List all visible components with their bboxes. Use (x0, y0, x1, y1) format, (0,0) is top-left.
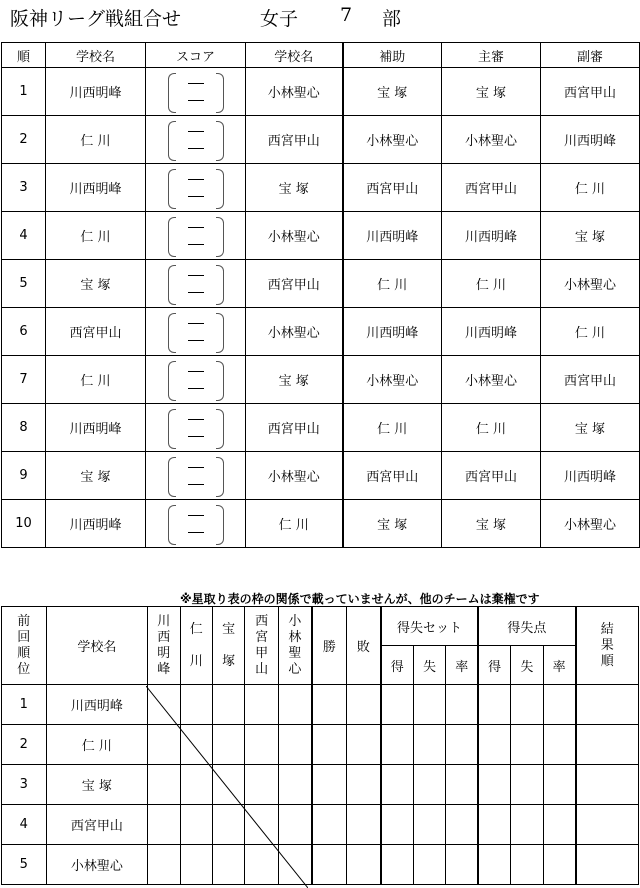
standings-result-cell[interactable] (278, 805, 311, 845)
standings-school: 西宮甲山 (46, 805, 147, 845)
standings-rank: 1 (2, 685, 47, 725)
match-auxiliary: 小林聖心 (343, 116, 442, 164)
standings-result-cell[interactable] (180, 765, 212, 805)
match-auxiliary: 小林聖心 (343, 356, 442, 404)
match-team-a: 仁 川 (46, 116, 146, 164)
standings-for[interactable] (381, 725, 413, 765)
match-team-a: 宝 塚 (46, 452, 146, 500)
match-row (2, 116, 640, 164)
header-points-ratio: 率 (543, 646, 575, 685)
header-set-group: 得失セット (381, 607, 478, 646)
standings-against[interactable] (413, 685, 445, 725)
standings-ratio[interactable] (446, 805, 478, 845)
match-team-b: 宝 塚 (246, 356, 343, 404)
match-chief-referee: 西宮甲山 (442, 452, 541, 500)
header-auxiliary: 補助 (343, 43, 442, 68)
standings-table (1, 606, 639, 885)
match-sub-referee: 仁 川 (541, 164, 640, 212)
match-score-cell[interactable] (146, 116, 246, 164)
match-number: 1 (2, 68, 46, 116)
standings-for[interactable] (381, 805, 413, 845)
standings-for[interactable] (478, 725, 510, 765)
match-row (2, 308, 640, 356)
standings-losses[interactable] (346, 805, 380, 845)
standings-rank: 3 (2, 765, 47, 805)
header-school-a: 学校名 (46, 43, 146, 68)
header-sets-against: 失 (413, 646, 445, 685)
match-sub-referee: 西宮甲山 (541, 68, 640, 116)
standings-result-cell[interactable] (212, 725, 244, 765)
match-sub-referee: 川西明峰 (541, 452, 640, 500)
match-team-b: 西宮甲山 (246, 116, 343, 164)
match-team-a: 川西明峰 (46, 500, 146, 548)
match-row (2, 356, 640, 404)
standings-against[interactable] (511, 685, 543, 725)
standings-for[interactable] (381, 685, 413, 725)
standings-row (2, 845, 639, 885)
match-auxiliary: 川西明峰 (343, 212, 442, 260)
match-team-a: 川西明峰 (46, 68, 146, 116)
match-number: 4 (2, 212, 46, 260)
header-school-b: 学校名 (246, 43, 343, 68)
match-auxiliary: 宝 塚 (343, 68, 442, 116)
match-team-a: 西宮甲山 (46, 308, 146, 356)
standings-row (2, 725, 639, 765)
standings-result-cell[interactable] (212, 845, 244, 885)
score-bracket (168, 120, 224, 160)
match-team-b: 宝 塚 (246, 164, 343, 212)
standings-result-cell[interactable] (148, 805, 180, 845)
score-bracket (168, 360, 224, 400)
match-chief-referee: 小林聖心 (442, 356, 541, 404)
match-row (2, 212, 640, 260)
standings-against[interactable] (511, 805, 543, 845)
match-score-cell[interactable] (146, 452, 246, 500)
standings-final-rank[interactable] (576, 685, 639, 725)
match-number: 6 (2, 308, 46, 356)
standings-result-cell[interactable] (148, 845, 180, 885)
standings-result-cell[interactable] (148, 685, 180, 725)
match-chief-referee: 宝 塚 (442, 500, 541, 548)
standings-result-cell[interactable] (212, 685, 244, 725)
header-opponent-kawanishi: 川 西 明 峰 (148, 607, 180, 685)
standings-school: 仁 川 (46, 725, 147, 765)
match-sub-referee: 小林聖心 (541, 260, 640, 308)
header-opponent-obayashi: 小 林 聖 心 (278, 607, 311, 685)
match-score-cell[interactable] (146, 500, 246, 548)
standings-result-cell[interactable] (245, 685, 278, 725)
standings-final-rank[interactable] (576, 765, 639, 805)
match-auxiliary: 仁 川 (343, 404, 442, 452)
standings-school: 小林聖心 (46, 845, 147, 885)
standings-final-rank[interactable] (576, 805, 639, 845)
standings-result-cell[interactable] (278, 765, 311, 805)
match-number: 9 (2, 452, 46, 500)
standings-ratio[interactable] (446, 765, 478, 805)
score-bracket (168, 216, 224, 256)
score-bracket (168, 264, 224, 304)
standings-rank: 2 (2, 725, 47, 765)
header-school: 学校名 (46, 607, 147, 685)
standings-against[interactable] (413, 765, 445, 805)
standings-wins[interactable] (312, 765, 346, 805)
match-score-cell[interactable] (146, 164, 246, 212)
standings-result-cell[interactable] (245, 725, 278, 765)
standings-wins[interactable] (312, 725, 346, 765)
standings-rank: 4 (2, 805, 47, 845)
standings-for[interactable] (381, 845, 413, 885)
match-team-a: 川西明峰 (46, 404, 146, 452)
standings-result-cell[interactable] (212, 805, 244, 845)
title-division-label: 部 (382, 8, 402, 30)
standings-result-cell[interactable] (180, 805, 212, 845)
match-number: 5 (2, 260, 46, 308)
standings-against[interactable] (413, 845, 445, 885)
match-number: 7 (2, 356, 46, 404)
match-chief-referee: 仁 川 (442, 404, 541, 452)
header-number: 順 (2, 43, 46, 68)
standings-for[interactable] (478, 845, 510, 885)
match-team-a: 川西明峰 (46, 164, 146, 212)
header-sub-referee: 副審 (541, 43, 640, 68)
header-opponent-nigawa: 仁 川 (180, 607, 212, 685)
standings-row (2, 805, 639, 845)
standings-result-cell[interactable] (148, 765, 180, 805)
match-sub-referee: 宝 塚 (541, 212, 640, 260)
match-team-b: 小林聖心 (246, 68, 343, 116)
standings-school: 川西明峰 (46, 685, 147, 725)
match-score-cell[interactable] (146, 212, 246, 260)
standings-result-cell[interactable] (180, 845, 212, 885)
forfeit-note: ※星取り表の枠の関係で載っていませんが、他のチームは棄権です (180, 592, 540, 606)
standings-row (2, 765, 639, 805)
standings-result-cell[interactable] (148, 725, 180, 765)
header-chief-referee: 主審 (442, 43, 541, 68)
match-chief-referee: 小林聖心 (442, 116, 541, 164)
match-number: 10 (2, 500, 46, 548)
score-bracket (168, 456, 224, 496)
header-score: スコア (146, 43, 246, 68)
header-losses: 敗 (346, 607, 380, 685)
match-row (2, 404, 640, 452)
match-score-cell[interactable] (146, 68, 246, 116)
match-team-b: 小林聖心 (246, 452, 343, 500)
standings-for[interactable] (478, 805, 510, 845)
score-bracket (168, 504, 224, 544)
match-team-b: 西宮甲山 (246, 260, 343, 308)
score-bracket (168, 72, 224, 112)
score-bracket (168, 168, 224, 208)
match-auxiliary: 宝 塚 (343, 500, 442, 548)
match-number: 8 (2, 404, 46, 452)
standings-result-cell[interactable] (180, 685, 212, 725)
match-sub-referee: 宝 塚 (541, 404, 640, 452)
match-chief-referee: 川西明峰 (442, 308, 541, 356)
header-points-for: 得 (478, 646, 510, 685)
match-auxiliary: 川西明峰 (343, 308, 442, 356)
score-bracket (168, 408, 224, 448)
standings-for[interactable] (381, 765, 413, 805)
header-sets-ratio: 率 (446, 646, 478, 685)
match-chief-referee: 西宮甲山 (442, 164, 541, 212)
standings-result-cell[interactable] (278, 685, 311, 725)
standings-against[interactable] (511, 845, 543, 885)
match-score-cell[interactable] (146, 404, 246, 452)
standings-school: 宝 塚 (46, 765, 147, 805)
standings-losses[interactable] (346, 725, 380, 765)
match-team-a: 仁 川 (46, 212, 146, 260)
standings-rank: 5 (2, 845, 47, 885)
standings-result-cell[interactable] (180, 725, 212, 765)
standings-ratio[interactable] (543, 805, 575, 845)
standings-wins[interactable] (312, 805, 346, 845)
title-main: 阪神リーグ戦組合せ (10, 8, 182, 30)
match-sub-referee: 川西明峰 (541, 116, 640, 164)
standings-losses[interactable] (346, 685, 380, 725)
match-chief-referee: 仁 川 (442, 260, 541, 308)
standings-for[interactable] (478, 685, 510, 725)
header-sets-for: 得 (381, 646, 413, 685)
page-title (10, 4, 630, 32)
standings-ratio[interactable] (543, 685, 575, 725)
match-auxiliary: 仁 川 (343, 260, 442, 308)
standings-against[interactable] (413, 805, 445, 845)
standings-result-cell[interactable] (212, 765, 244, 805)
match-number: 3 (2, 164, 46, 212)
standings-ratio[interactable] (446, 725, 478, 765)
match-number: 2 (2, 116, 46, 164)
match-row (2, 164, 640, 212)
standings-wins[interactable] (312, 845, 346, 885)
match-row (2, 68, 640, 116)
standings-result-cell[interactable] (245, 845, 278, 885)
standings-ratio[interactable] (543, 845, 575, 885)
match-sub-referee: 西宮甲山 (541, 356, 640, 404)
match-auxiliary: 西宮甲山 (343, 452, 442, 500)
header-opponent-takarazuka: 宝 塚 (212, 607, 244, 685)
header-previous-rank: 前 回 順 位 (2, 607, 47, 685)
standings-against[interactable] (511, 765, 543, 805)
title-division-number: 7 (340, 4, 353, 26)
header-opponent-nishinomiya: 西 宮 甲 山 (245, 607, 278, 685)
standings-ratio[interactable] (446, 685, 478, 725)
header-result-rank: 結 果 順 (576, 607, 639, 685)
match-team-b: 仁 川 (246, 500, 343, 548)
standings-result-cell[interactable] (278, 845, 311, 885)
match-score-cell[interactable] (146, 308, 246, 356)
standings-ratio[interactable] (543, 765, 575, 805)
standings-row (2, 685, 639, 725)
match-team-b: 小林聖心 (246, 212, 343, 260)
header-points-against: 失 (511, 646, 543, 685)
header-point-group: 得失点 (478, 607, 575, 646)
standings-against[interactable] (511, 725, 543, 765)
match-schedule-table (1, 42, 640, 548)
standings-final-rank[interactable] (576, 725, 639, 765)
score-bracket (168, 312, 224, 352)
match-sub-referee: 仁 川 (541, 308, 640, 356)
match-row (2, 500, 640, 548)
match-chief-referee: 川西明峰 (442, 212, 541, 260)
match-row (2, 452, 640, 500)
standings-final-rank[interactable] (576, 845, 639, 885)
match-team-a: 仁 川 (46, 356, 146, 404)
standings-result-cell[interactable] (245, 765, 278, 805)
match-team-a: 宝 塚 (46, 260, 146, 308)
match-team-b: 西宮甲山 (246, 404, 343, 452)
standings-losses[interactable] (346, 845, 380, 885)
standings-against[interactable] (413, 725, 445, 765)
title-category: 女子 (260, 8, 299, 30)
header-wins: 勝 (312, 607, 346, 685)
standings-result-cell[interactable] (278, 725, 311, 765)
standings-ratio[interactable] (446, 845, 478, 885)
standings-for[interactable] (478, 765, 510, 805)
match-score-cell[interactable] (146, 260, 246, 308)
match-header-row (2, 43, 640, 68)
match-score-cell[interactable] (146, 356, 246, 404)
match-row (2, 260, 640, 308)
standings-ratio[interactable] (543, 725, 575, 765)
match-sub-referee: 小林聖心 (541, 500, 640, 548)
match-team-b: 小林聖心 (246, 308, 343, 356)
match-chief-referee: 宝 塚 (442, 68, 541, 116)
match-auxiliary: 西宮甲山 (343, 164, 442, 212)
standings-losses[interactable] (346, 765, 380, 805)
standings-wins[interactable] (312, 685, 346, 725)
standings-result-cell[interactable] (245, 805, 278, 845)
